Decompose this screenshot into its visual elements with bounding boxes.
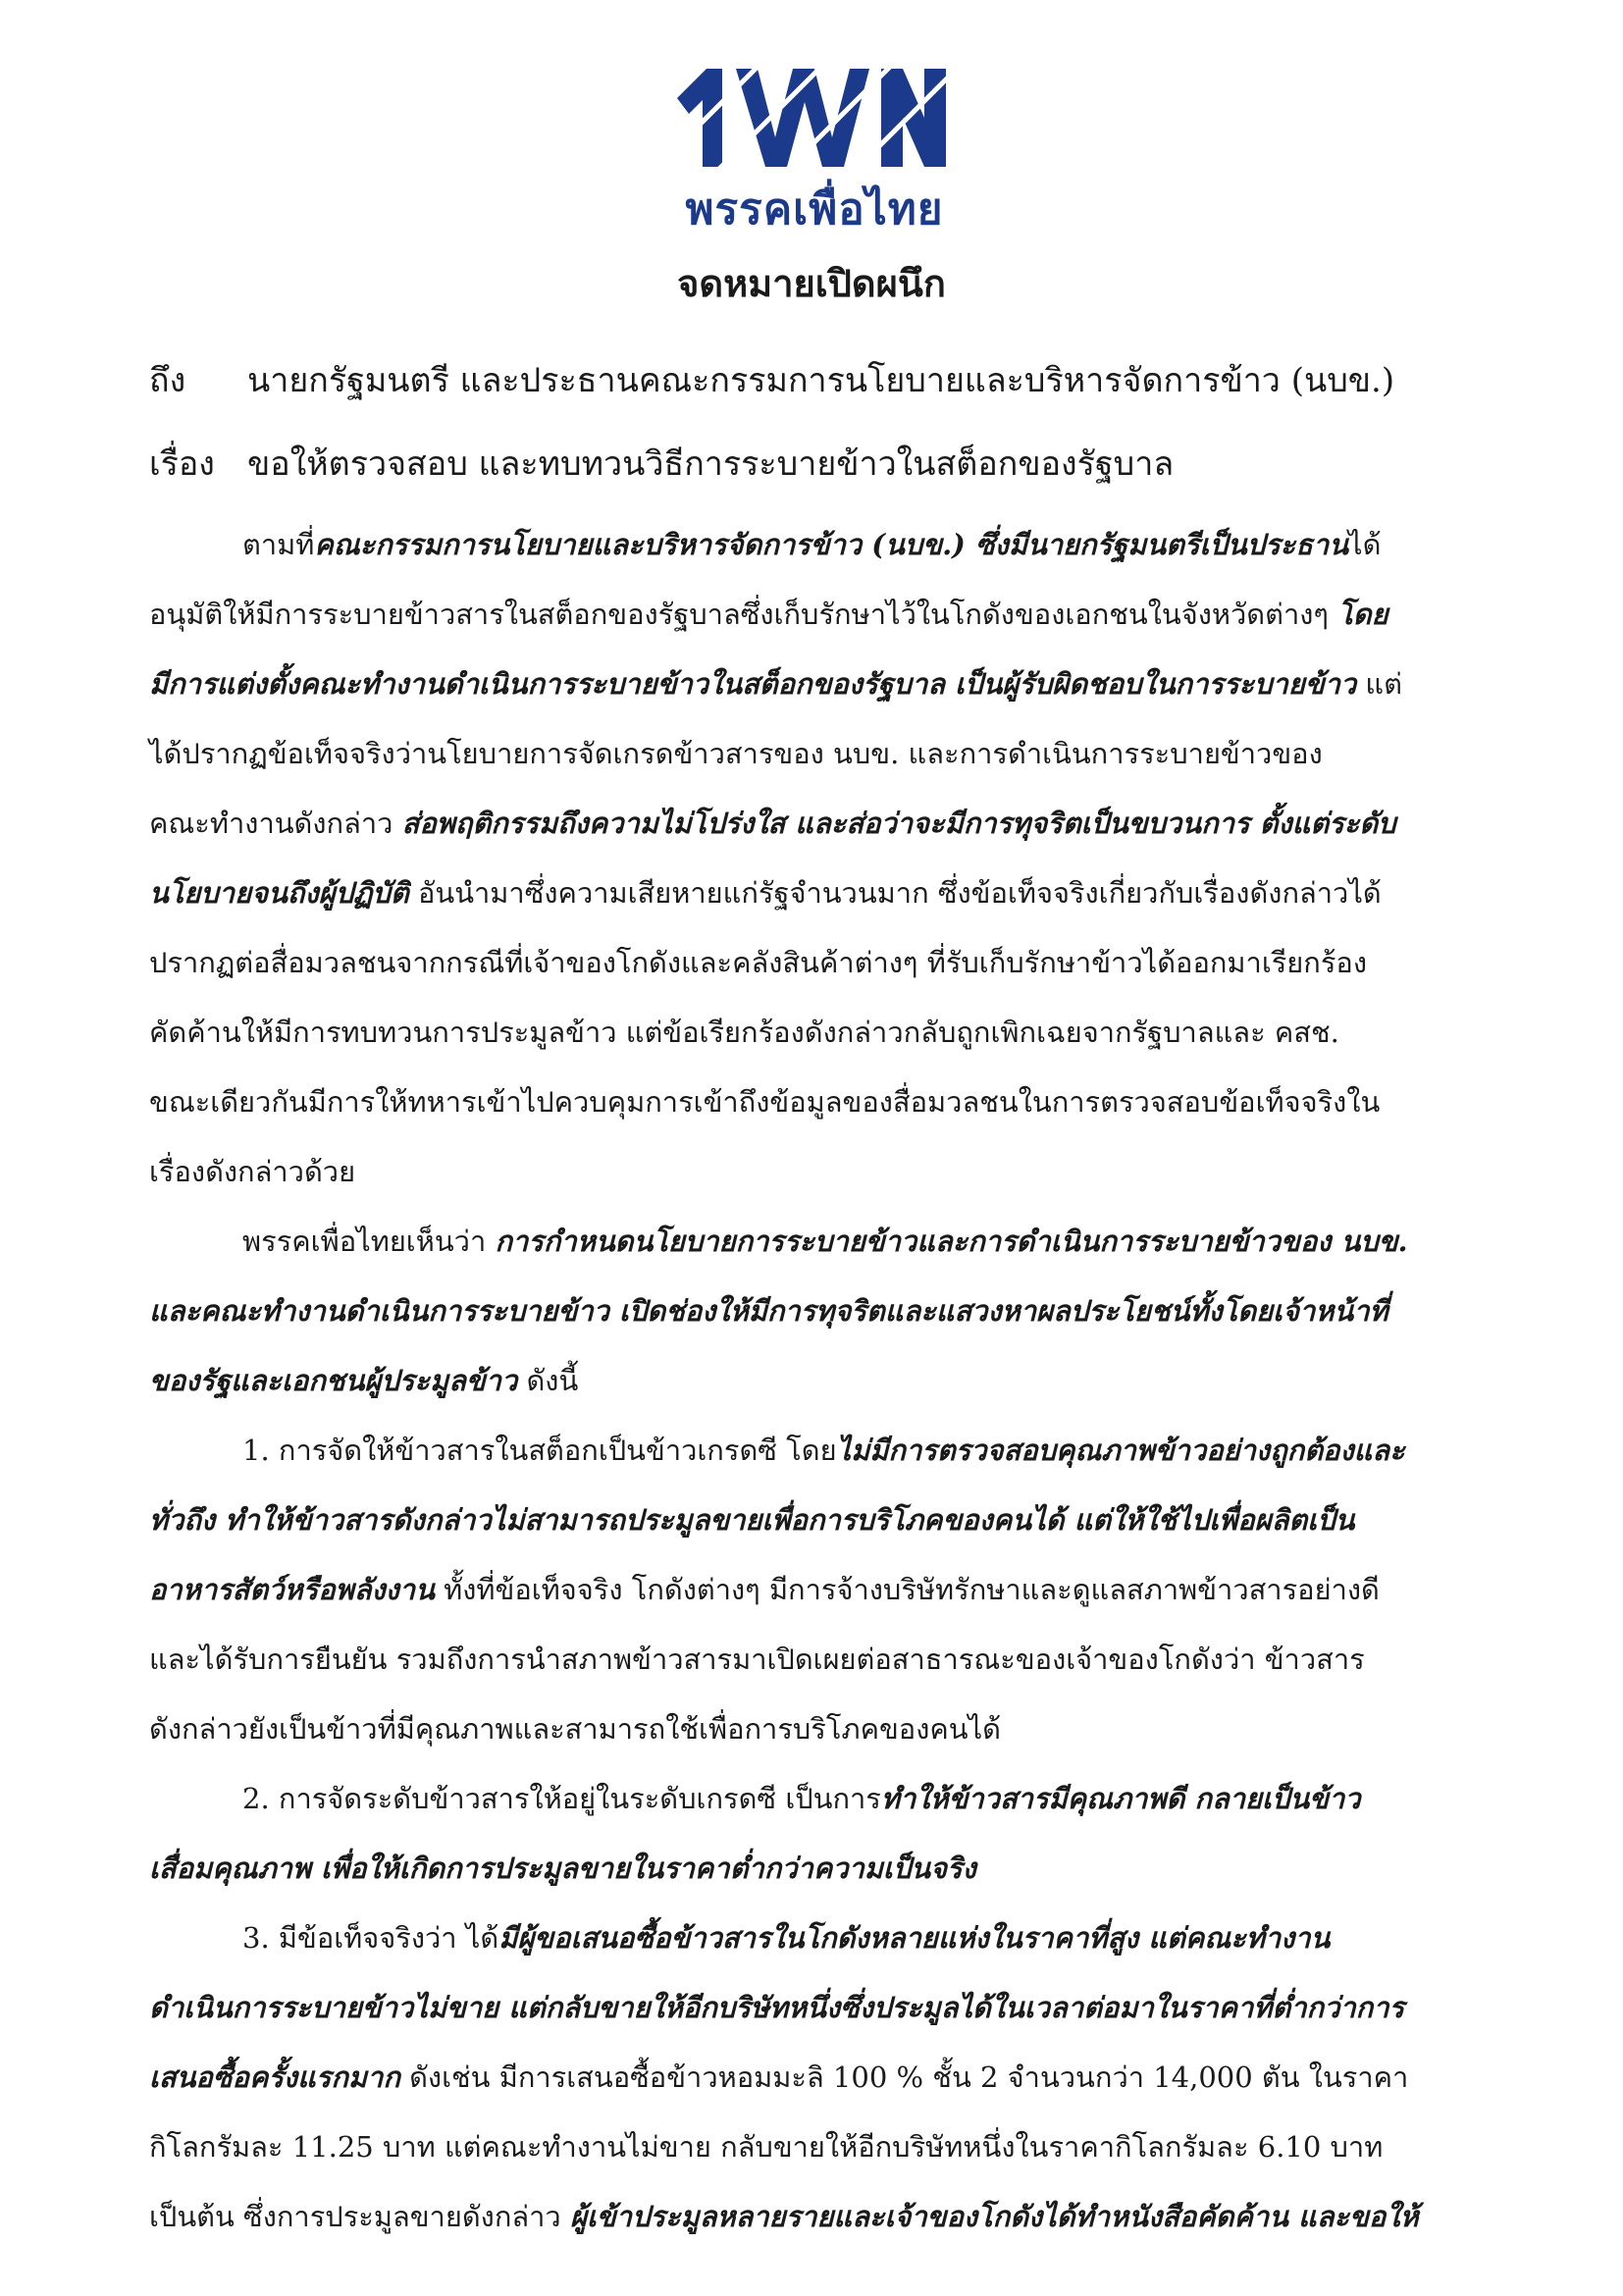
emphasized-text: และคณะทำงานดำเนินการระบายข้าว เปิดช่องให้มีการทุจริตและแสวงหาผลประโยชน์ทั้งโดยเจ้าหน้าที่ — [149, 1294, 1388, 1328]
text-line — [149, 1555, 1469, 1625]
text-line — [149, 1277, 1469, 1346]
text-segment: พรรคเพื่อไทยเห็นว่า — [242, 1225, 496, 1258]
emphasized-text: ส่อพฤติกรรมถึงความไม่โปร่งใส และส่อว่าจะมีการทุจริตเป็นขบวนการ ตั้งแต่ระดับ — [401, 807, 1396, 840]
text-segment: คณะทำงานดังกล่าว — [149, 807, 402, 840]
text-segment: ตามที่ — [242, 528, 315, 561]
text-line — [149, 1834, 1469, 1904]
text-line — [149, 859, 1469, 928]
emphasized-text: เสื่อมคุณภาพ เพื่อให้เกิดการประมูลขายในราคาต่ำกว่าความเป็นจริง — [149, 1852, 976, 1885]
emphasized-text: โดย — [1337, 598, 1388, 631]
paragraph — [149, 1904, 1469, 2252]
text-segment: ขณะเดียวกันมีการให้ทหารเข้าไปควบคุมการเข้าถึงข้อมูลของสื่อมวลชนในการตรวจสอบข้อเท็จจริงใน — [149, 1085, 1381, 1119]
subject-label: เรื่อง — [149, 444, 215, 484]
text-segment: คัดค้านให้มีการทบทวนการประมูลข้าว แต่ข้อเรียกร้องดังกล่าวกลับถูกเพิกเฉยจากรัฐบาลและ คสช. — [149, 1016, 1339, 1049]
emphasized-text: อาหารสัตว์หรือพลังงาน — [149, 1573, 435, 1606]
addressee-label: ถึง — [149, 361, 186, 400]
text-line — [149, 928, 1469, 998]
emphasized-text: ผู้เข้าประมูลหลายรายและเจ้าของโกดังได้ทำหนังสือคัดค้าน และขอให้ — [569, 2200, 1419, 2233]
text-line — [149, 1904, 1469, 1973]
text-line — [149, 580, 1469, 650]
emphasized-text: ของรัฐและเอกชนผู้ประมูลข้าว — [149, 1364, 518, 1397]
emphasized-text: ทั่วถึง ทำให้ข้าวสารดังกล่าวไม่สามารถประมูลขายเพื่อการบริโภคของคนได้ แต่ให้ใช้ไปเพื่อผลิตเป็น — [149, 1503, 1355, 1537]
addressee-value: นายกรัฐมนตรี และประธานคณะกรรมการนโยบายและบริหารจัดการข้าว (นบข.) — [247, 361, 1395, 400]
paragraph — [149, 510, 1469, 1207]
emphasized-text: มีผู้ขอเสนอซื้อข้าวสารในโกดังหลายแห่งในราคาที่สูง แต่คณะทำงาน — [498, 1921, 1331, 1955]
document-title: จดหมายเปิดผนึก — [677, 261, 946, 305]
party-logo-text: พรรคเพื่อไทย — [685, 184, 944, 235]
text-line — [149, 1764, 1469, 1834]
text-segment: 1. การจัดให้ข้าวสารในสต็อกเป็นข้าวเกรดซี โดย — [242, 1434, 837, 1467]
party-logo-mark — [667, 59, 962, 177]
text-line — [149, 510, 1469, 580]
text-segment: และได้รับการยืนยัน รวมถึงการนำสภาพข้าวสารมาเปิดเผยต่อสาธารณะของเจ้าของโกดังว่า ข้าวสาร — [149, 1643, 1365, 1676]
text-segment: แต่ — [1356, 667, 1402, 701]
emphasized-text: ดำเนินการระบายข้าวไม่ขาย แต่กลับขายให้อีกบริษัทหนึ่งซึ่งประมูลได้ในเวลาต่อมาในราคาที่ต่ำกว่าการ — [149, 1991, 1405, 2024]
emphasized-text: ทำให้ข้าวสารมีคุณภาพดี กลายเป็นข้าว — [880, 1782, 1361, 1815]
text-segment: กิโลกรัมละ 11.25 บาท แต่คณะทำงานไม่ขาย กลับขายให้อีกบริษัทหนึ่งในราคากิโลกรัมละ 6.10 บาท — [149, 2130, 1384, 2164]
paragraph — [149, 1207, 1469, 1416]
text-line — [149, 1137, 1469, 1207]
emphasized-text: การกำหนดนโยบายการระบายข้าวและการดำเนินการระบายข้าวของ นบข. — [495, 1225, 1408, 1258]
text-line — [149, 650, 1469, 719]
text-line — [149, 1346, 1469, 1416]
text-line — [149, 1416, 1469, 1486]
text-segment: ดังเช่น มีการเสนอซื้อข้าวหอมมะลิ 100 % ชั้น 2 จำนวนกว่า 14,000 ตัน ในราคา — [399, 2061, 1409, 2094]
text-line — [149, 2182, 1469, 2252]
text-segment: ได้ปรากฏข้อเท็จจริงว่านโยบายการจัดเกรดข้าวสารของ นบข. และการดำเนินการระบายข้าวของ — [149, 737, 1323, 770]
text-segment: ปรากฏต่อสื่อมวลชนจากกรณีที่เจ้าของโกดังและคลังสินค้าต่างๆ ที่รับเก็บรักษาข้าวได้ออกมาเรียกร้อง — [149, 946, 1368, 979]
paragraph — [149, 1764, 1469, 1904]
text-segment: อนุมัติให้มีการระบายข้าวสารในสต็อกของรัฐบาลซึ่งเก็บรักษาไว้ในโกดังของเอกชนในจังหวัดต่างๆ — [149, 598, 1338, 631]
emphasized-text: มีการแต่งตั้งคณะทำงานดำเนินการระบายข้าวในสต็อกของรัฐบาล เป็นผู้รับผิดชอบในการระบายข้าว — [149, 667, 1357, 701]
text-line — [149, 1695, 1469, 1764]
text-segment: เรื่องดังกล่าวด้วย — [149, 1155, 356, 1188]
text-line — [149, 789, 1469, 859]
text-segment: 2. การจัดระดับข้าวสารให้อยู่ในระดับเกรดซี เป็นการ — [242, 1782, 881, 1815]
text-line — [149, 2043, 1469, 2113]
text-line — [149, 998, 1469, 1068]
text-line — [149, 1625, 1469, 1695]
text-segment: ทั้งที่ข้อเท็จจริง โกดังต่างๆ มีการจ้างบริษัทรักษาและดูแลสภาพข้าวสารอย่างดี — [434, 1573, 1380, 1606]
emphasized-text: คณะกรรมการนโยบายและบริหารจัดการข้าว (นบข.) ซึ่งมีนายกรัฐมนตรีเป็นประธาน — [314, 528, 1349, 561]
letter-body — [149, 510, 1469, 2252]
text-segment: เป็นต้น ซึ่งการประมูลขายดังกล่าว — [149, 2200, 570, 2233]
text-segment: อันนำมาซึ่งความเสียหายแก่รัฐจำนวนมาก ซึ่งข้อเท็จจริงเกี่ยวกับเรื่องดังกล่าวได้ — [408, 876, 1382, 910]
text-segment: ดังกล่าวยังเป็นข้าวที่มีคุณภาพและสามารถใช้เพื่อการบริโภคของคนได้ — [149, 1712, 1002, 1746]
emphasized-text: เสนอซื้อครั้งแรกมาก — [149, 2061, 400, 2094]
text-segment: 3. มีข้อเท็จจริงว่า ได้ — [242, 1921, 499, 1955]
text-line — [149, 1068, 1469, 1137]
text-line — [149, 2113, 1469, 2182]
emphasized-text: ไม่มีการตรวจสอบคุณภาพข้าวอย่างถูกต้องและ — [836, 1434, 1405, 1467]
text-segment: ได้ — [1348, 528, 1382, 561]
party-logo — [667, 59, 962, 235]
emphasized-text: นโยบายจนถึงผู้ปฏิบัติ — [149, 876, 409, 910]
paragraph — [149, 1416, 1469, 1764]
text-line — [149, 1207, 1469, 1277]
text-line — [149, 719, 1469, 789]
text-line — [149, 1973, 1469, 2043]
text-segment: ดังนี้ — [517, 1364, 579, 1397]
subject-value: ขอให้ตรวจสอบ และทบทวนวิธีการระบายข้าวในสต็อกของรัฐบาล — [247, 444, 1175, 484]
text-line — [149, 1486, 1469, 1555]
